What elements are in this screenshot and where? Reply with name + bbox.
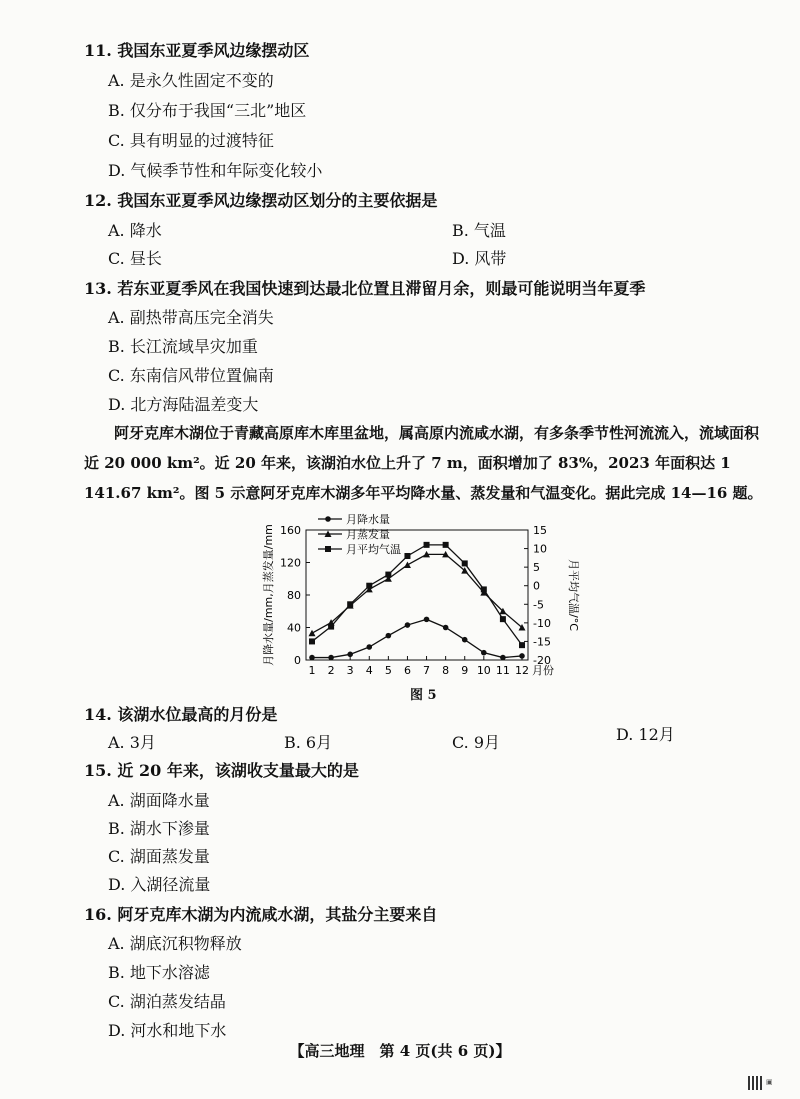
series-2-point <box>424 542 430 548</box>
page-footer: 【高三地理 第 4 页(共 6 页)】 <box>289 1042 511 1060</box>
series-0-point <box>462 637 468 643</box>
series-0-point <box>424 617 430 623</box>
right-tick-label: 10 <box>533 542 547 556</box>
question-13-stem: 13. 若东亚夏季风在我国快速到达最北位置且滞留月余，则最可能说明当年夏季 <box>84 279 646 298</box>
series-2-point <box>500 616 506 622</box>
series-2-point <box>443 542 449 548</box>
series-0-point <box>366 644 372 650</box>
right-tick-label: -20 <box>533 654 551 667</box>
series-0-point <box>405 622 411 628</box>
series-2-point <box>462 560 468 566</box>
left-axis-label: 月降水量/mm,月蒸发量/mm <box>262 524 275 666</box>
series-2-point <box>347 601 353 607</box>
q14-option-b[interactable]: B. 6月 <box>284 733 333 752</box>
right-axis-label: 月平均气温/°C <box>567 559 580 631</box>
qr-code-icon <box>748 1076 762 1090</box>
x-tick-label: 7 <box>423 664 431 677</box>
right-tick-label: -5 <box>533 598 544 612</box>
reading-passage <box>84 418 764 508</box>
q16-option-a[interactable]: A. 湖底沉积物释放 <box>108 934 242 953</box>
question-12-stem: 12. 我国东亚夏季风边缘摆动区划分的主要依据是 <box>84 191 438 210</box>
q14-option-d[interactable]: D. 12月 <box>616 725 675 744</box>
q13-option-a[interactable]: A. 副热带高压完全消失 <box>108 308 274 327</box>
figure-5-chart <box>258 512 578 688</box>
series-2-point <box>309 638 315 644</box>
series-0-point <box>386 633 392 639</box>
legend-label-0: 月降水量 <box>346 513 390 526</box>
q15-option-a[interactable]: A. 湖面降水量 <box>108 791 210 810</box>
q16-option-c[interactable]: C. 湖泊蒸发结晶 <box>108 992 226 1011</box>
q14-option-a[interactable]: A. 3月 <box>108 733 156 752</box>
question-11-stem: 11. 我国东亚夏季风边缘摆动区 <box>84 41 310 60</box>
right-tick-label: 15 <box>533 524 547 537</box>
series-0-point <box>500 655 506 661</box>
watermark-logo-icon: ▣ <box>766 1078 773 1086</box>
q11-option-d[interactable]: D. 气候季节性和年际变化较小 <box>108 161 323 180</box>
series-0-point <box>481 650 487 656</box>
series-0-point <box>443 625 449 631</box>
q14-option-c[interactable]: C. 9月 <box>452 733 501 752</box>
legend-label-2: 月平均气温 <box>346 543 401 556</box>
series-2-point <box>366 583 372 589</box>
series-line-1 <box>312 554 522 633</box>
q15-option-b[interactable]: B. 湖水下渗量 <box>108 819 210 838</box>
q15-option-d[interactable]: D. 入湖径流量 <box>108 875 211 894</box>
series-0-point <box>347 652 353 658</box>
legend-label-1: 月蒸发量 <box>346 528 390 541</box>
x-tick-label: 3 <box>346 664 354 677</box>
q13-option-c[interactable]: C. 东南信风带位置偏南 <box>108 366 274 385</box>
series-2-point <box>328 624 334 630</box>
left-tick-label: 160 <box>280 524 301 537</box>
series-2-point <box>519 642 525 648</box>
passage-text: 阿牙克库木湖位于青藏高原库木库里盆地，属高原内流咸水湖，有多条季节性河流流入，流域面积近 20 000 km²。近 20 年来，该湖泊水位上升了 7 m，面积增加了 83%，2023 年面积达 1 141.67 km²。图 5 示意阿牙克库木湖多年平均降水量、蒸发量和气温变化。据此完成 14—16 题。 <box>84 424 763 502</box>
right-tick-label: 5 <box>533 561 540 575</box>
x-tick-label: 2 <box>327 664 335 677</box>
series-1-point <box>404 561 411 568</box>
q16-option-d[interactable]: D. 河水和地下水 <box>108 1021 227 1040</box>
question-14-stem: 14. 该湖水位最高的月份是 <box>84 705 278 724</box>
series-2-point <box>385 572 391 578</box>
x-axis-label: 月份 <box>532 664 554 677</box>
right-tick-label: 0 <box>533 579 540 593</box>
q11-option-b[interactable]: B. 仅分布于我国“三北”地区 <box>108 101 307 120</box>
q13-option-b[interactable]: B. 长江流域旱灾加重 <box>108 337 258 356</box>
x-tick-label: 10 <box>476 664 491 677</box>
right-tick-label: -15 <box>533 635 551 649</box>
q12-option-a[interactable]: A. 降水 <box>108 221 162 240</box>
q12-option-b[interactable]: B. 气温 <box>452 221 506 240</box>
x-tick-label: 11 <box>495 664 510 677</box>
legend-marker-0 <box>325 516 331 522</box>
x-tick-label: 5 <box>384 664 392 677</box>
q15-option-c[interactable]: C. 湖面蒸发量 <box>108 847 210 866</box>
question-15-stem: 15. 近 20 年来，该湖收支量最大的是 <box>84 761 359 780</box>
series-line-0 <box>312 619 522 657</box>
q13-option-d[interactable]: D. 北方海陆温差变大 <box>108 395 259 414</box>
x-tick-label: 4 <box>365 664 373 677</box>
series-0-point <box>328 655 334 661</box>
series-0-point <box>309 655 315 661</box>
left-tick-label: 40 <box>287 621 301 635</box>
left-tick-label: 120 <box>280 556 301 570</box>
left-tick-label: 80 <box>287 589 301 602</box>
series-0-point <box>519 653 525 659</box>
x-tick-label: 9 <box>461 664 469 677</box>
q11-option-a[interactable]: A. 是永久性固定不变的 <box>108 71 274 90</box>
x-tick-label: 8 <box>442 664 450 677</box>
q12-option-d[interactable]: D. 风带 <box>452 249 507 268</box>
x-tick-label: 12 <box>515 664 529 677</box>
series-2-point <box>404 553 410 559</box>
figure-caption: 图 5 <box>410 688 437 703</box>
right-tick-label: -10 <box>533 616 551 630</box>
x-tick-label: 1 <box>308 664 316 677</box>
question-16-stem: 16. 阿牙克库木湖为内流咸水湖，其盐分主要来自 <box>84 905 438 924</box>
legend-marker-2 <box>325 546 331 552</box>
series-2-point <box>481 586 487 592</box>
q16-option-b[interactable]: B. 地下水溶滤 <box>108 963 210 982</box>
series-1-point <box>309 630 316 637</box>
q11-option-c[interactable]: C. 具有明显的过渡特征 <box>108 131 274 150</box>
left-tick-label: 0 <box>294 654 301 667</box>
q12-option-c[interactable]: C. 昼长 <box>108 249 162 268</box>
x-tick-label: 6 <box>403 664 411 677</box>
